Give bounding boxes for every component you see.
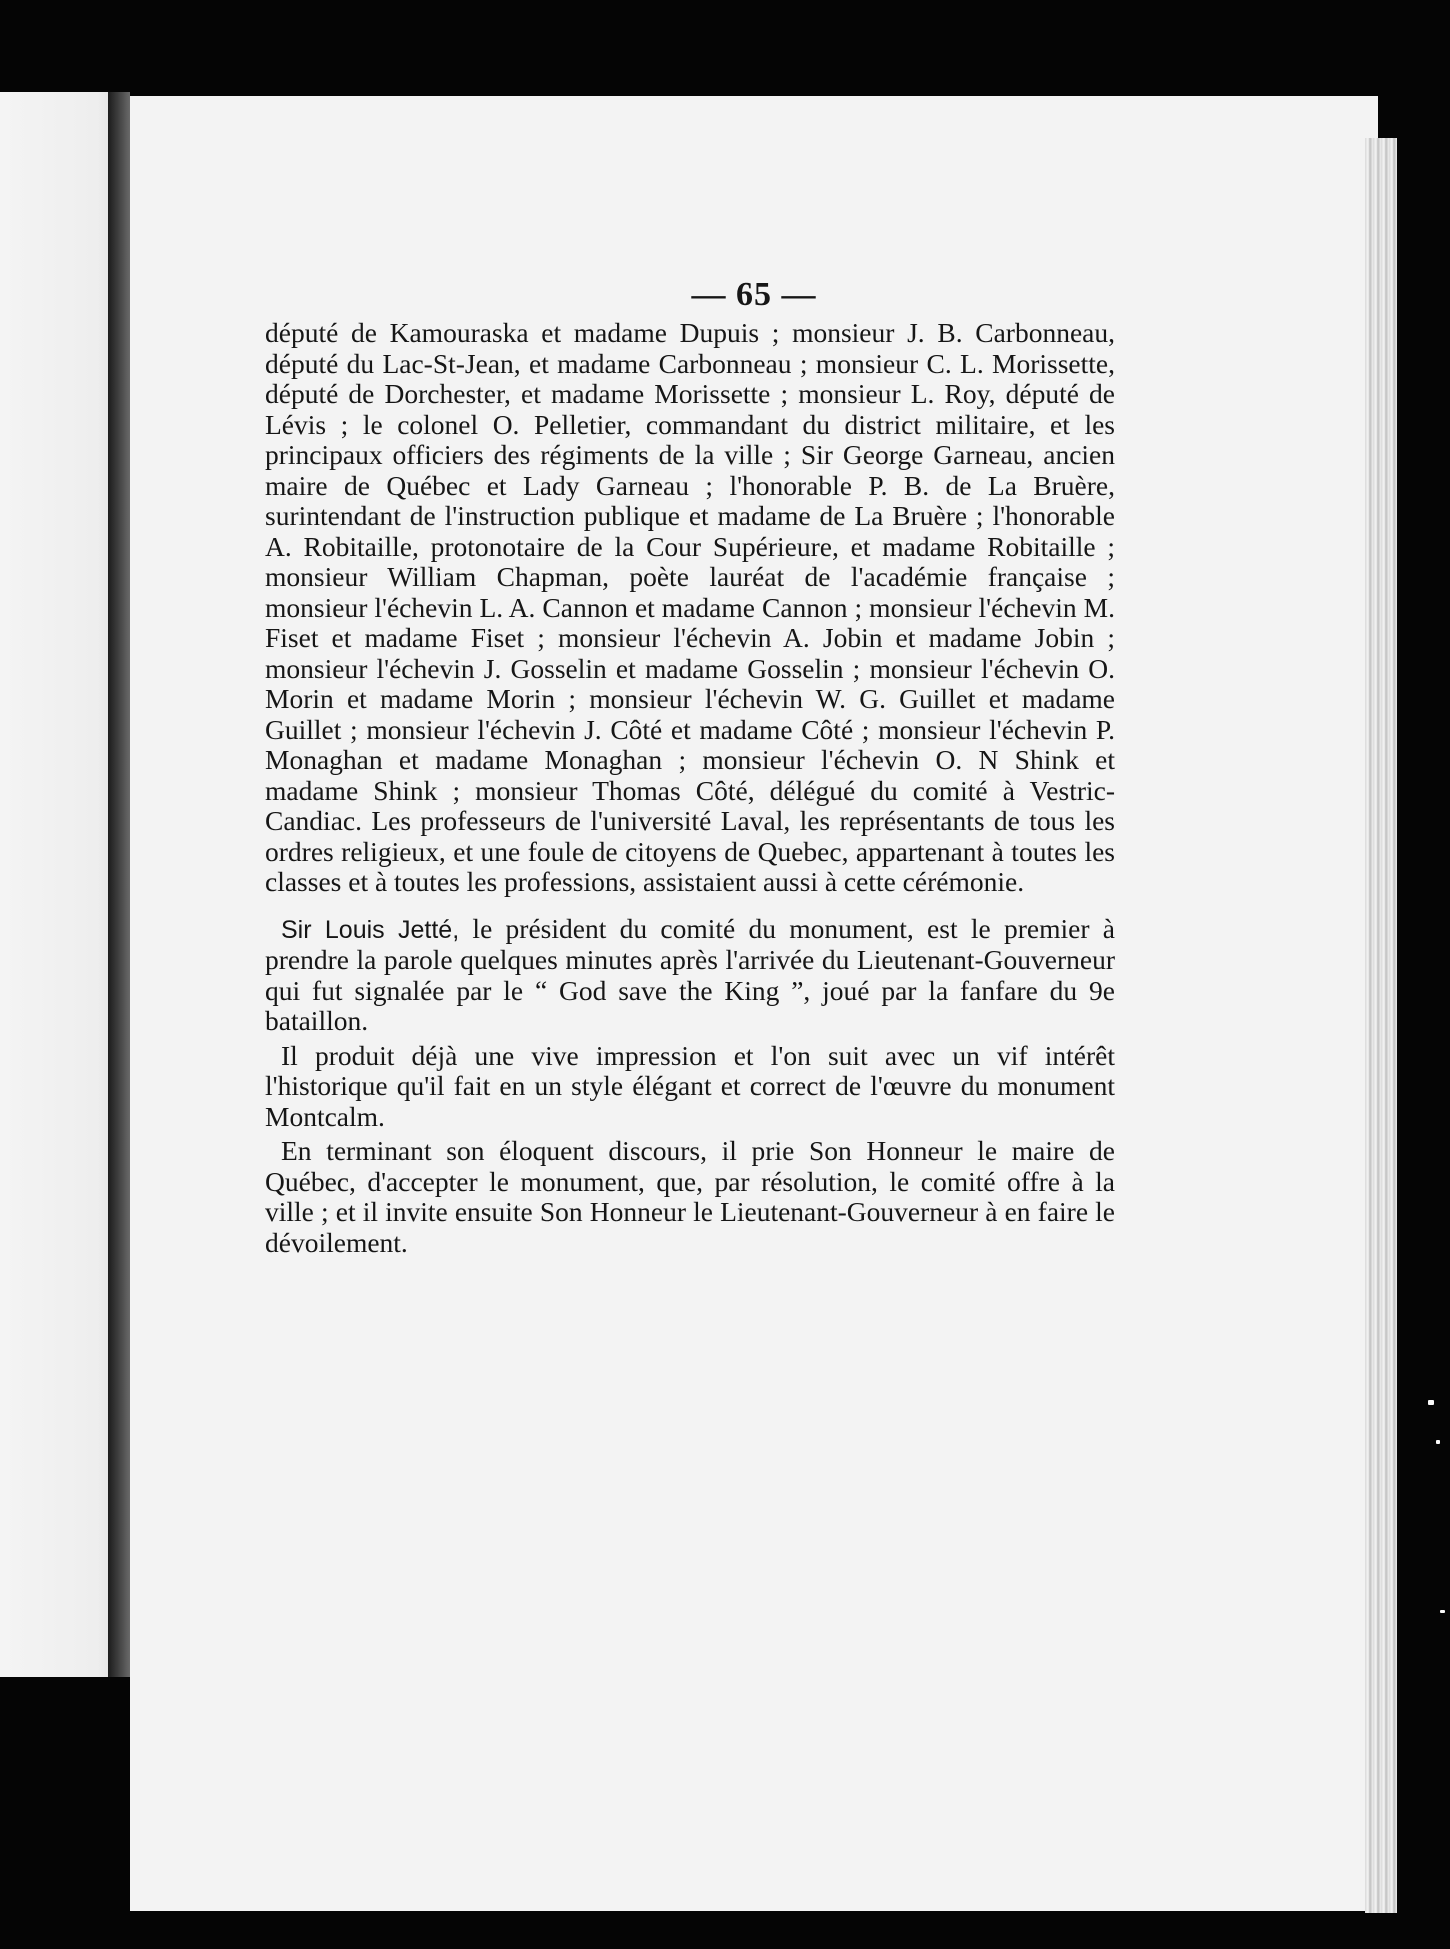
paragraph-impression: Il produit déjà une vive impression et l'on suit avec un vif intérêt l'historique qu'il fait en un style élégant et correct de l'œuvre du monument Montcalm. <box>265 1039 1115 1132</box>
scan-speck <box>1436 1440 1440 1444</box>
speaker-name: Sir Louis Jetté, <box>281 915 460 944</box>
page-number: — 65 — <box>691 276 817 313</box>
scan-speck <box>1440 1610 1445 1613</box>
paragraph-speech-text: le président du comité du monument, est le premier à prendre la parole quelques minutes après l'arrivée du Lieutenant-Gouverneur qui fut signalée par le “ God save the King ”, joué par la fanfare du 9e bataillon. <box>265 912 1115 1036</box>
paragraph-attendees: député de Kamouraska et madame Dupuis ; monsieur J. B. Carbonneau, député du Lac-St-Jean, et madame Carbonneau ; monsieur C. L. Morissette, député de Dorchester, et madame Morissette ; monsieur L. Roy, député de Lévis ; le colonel O. Pelletier, commandant du district militaire, et les principaux officiers des régiments de la ville ; Sir George Garneau, ancien maire de Québec et Lady Garneau ; l'honorable P. B. de La Bruère, surintendant de l'instruction publique et madame de La Bruère ; l'honorable A. Robitaille, protonotaire de la Cour Supérieure, et madame Robitaille ; monsieur William Chapman, poète lauréat de l'académie française ; monsieur l'échevin L. A. Cannon et madame Cannon ; monsieur l'échevin M. Fiset et madame Fiset ; monsieur l'échevin A. Jobin et madame Jobin ; monsieur l'échevin J. Gosselin et madame Gosselin ; monsieur l'échevin O. Morin et madame Morin ; monsieur l'échevin W. G. Guillet et madame Guillet ; monsieur l'échevin J. Côté et madame Côté ; monsieur l'échevin P. Monaghan et madame Monaghan ; monsieur l'échevin O. N Shink et madame Shink ; monsieur Thomas Côté, délégué du comité à Vestric-Candiac. Les professeurs de l'université Laval, les représentants de tous les ordres religieux, et une foule de citoyens de Quebec, appartenant à toutes les classes et à toutes les professions, assistaient aussi à cette cérémonie. <box>265 317 1115 897</box>
scan-speck <box>1428 1400 1434 1405</box>
book-gutter <box>108 92 130 1677</box>
book-page <box>130 96 1378 1911</box>
page-text <box>265 318 1115 1258</box>
facing-page-edge <box>0 92 122 1677</box>
paragraph-speech <box>265 914 1115 1037</box>
page-stack-edge <box>1365 138 1397 1913</box>
paragraph-closing: En terminant son éloquent discours, il prie Son Honneur le maire de Québec, d'accepter le monument, que, par résolution, le comité offre à la ville ; et il invite ensuite Son Honneur le Lieutenant-Gouverneur à en faire le dévoilement. <box>265 1135 1115 1258</box>
